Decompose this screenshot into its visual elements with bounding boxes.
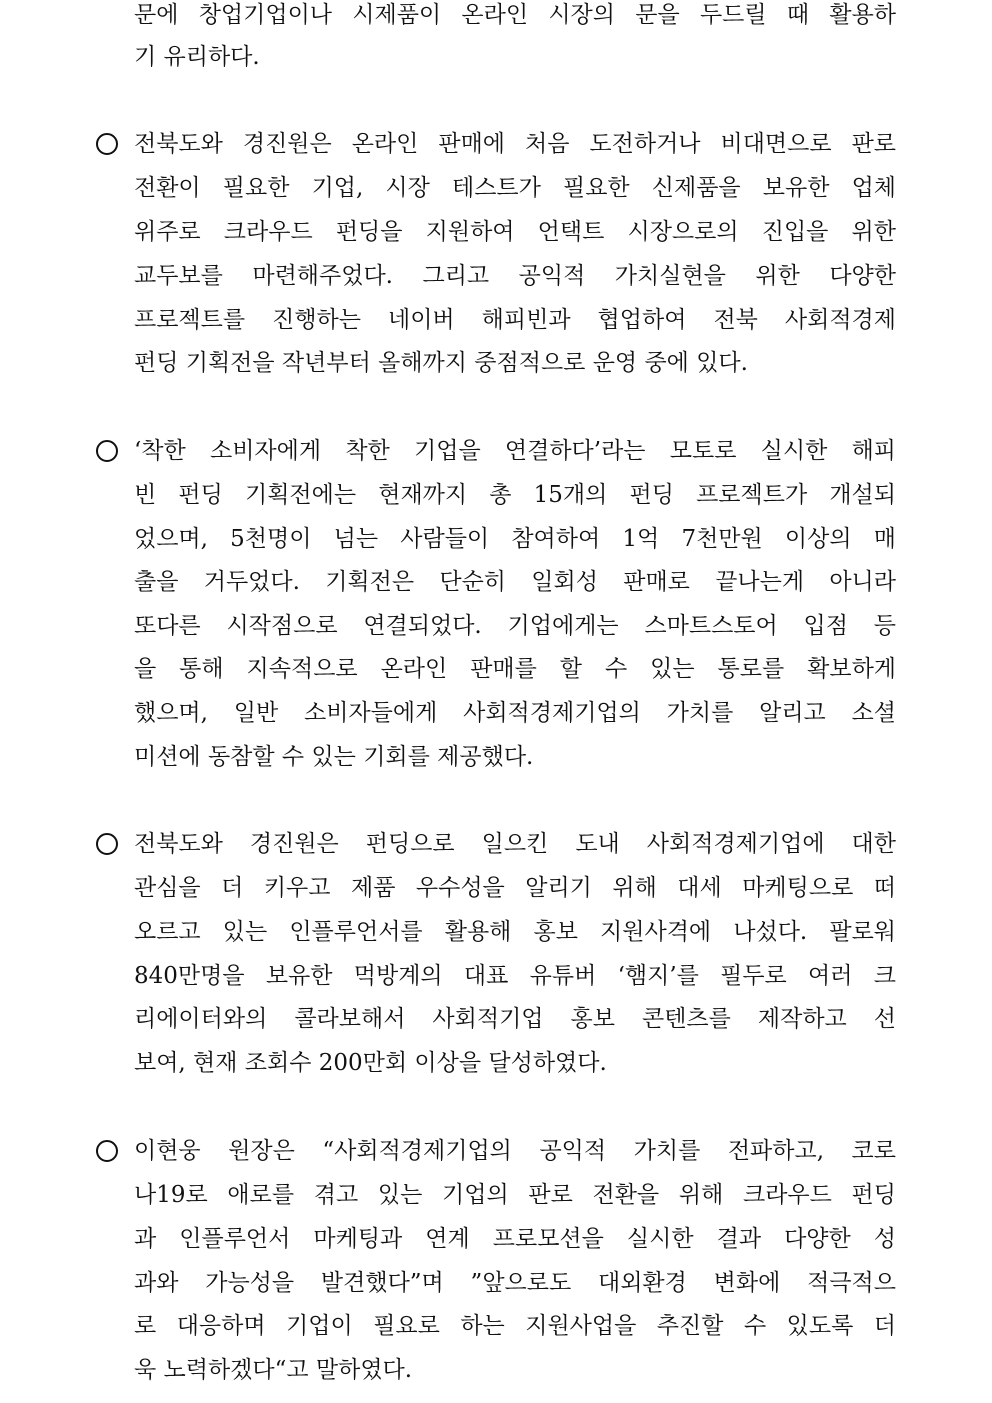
paragraph-2-line-7: 했으며, 일반 소비자들에게 사회적경제기업의 가치를 알리고 소셜: [134, 700, 896, 726]
paragraph-4-line-3: 과 인플루언서 마케팅과 연계 프로모션을 실시한 결과 다양한 성: [134, 1226, 896, 1252]
paragraph-3-line-1: 전북도와 경진원은 펀딩으로 일으킨 도내 사회적경제기업에 대한: [134, 831, 896, 857]
paragraph-4-line-4: 과와 가능성을 발견했다”며 ”앞으로도 대외환경 변화에 적극적으: [134, 1270, 896, 1296]
circle-bullet-icon: [96, 440, 118, 462]
paragraph-3-line-5: 리에이터와의 콜라보해서 사회적기업 홍보 콘텐츠를 제작하고 선: [134, 1006, 896, 1032]
paragraph-2-line-5: 또다른 시작점으로 연결되었다. 기업에게는 스마트스토어 입점 등: [134, 613, 896, 639]
paragraph-3-line-6: 보여, 현재 조회수 200만회 이상을 달성하였다.: [134, 1050, 607, 1076]
paragraph-1-line-5: 프로젝트를 진행하는 네이버 해피빈과 협업하여 전북 사회적경제: [134, 307, 896, 333]
paragraph-3-line-2: 관심을 더 키우고 제품 우수성을 알리기 위해 대세 마케팅으로 떠: [134, 875, 896, 901]
intro-line-1: 문에 창업기업이나 시제품이 온라인 시장의 문을 두드릴 때 활용하: [134, 2, 896, 28]
paragraph-2-line-4: 출을 거두었다. 기획전은 단순히 일회성 판매로 끝나는게 아니라: [134, 569, 896, 595]
circle-bullet-icon: [96, 833, 118, 855]
intro-line-2: 기 유리하다.: [134, 44, 260, 70]
paragraph-2-line-8: 미션에 동참할 수 있는 기회를 제공했다.: [134, 744, 534, 770]
paragraph-4-line-1: 이현웅 원장은 “사회적경제기업의 공익적 가치를 전파하고, 코로: [134, 1138, 896, 1164]
paragraph-2-line-3: 었으며, 5천명이 넘는 사람들이 참여하여 1억 7천만원 이상의 매: [134, 526, 896, 552]
paragraph-4-line-6: 욱 노력하겠다“고 말하였다.: [134, 1357, 413, 1383]
paragraph-1-line-1: 전북도와 경진원은 온라인 판매에 처음 도전하거나 비대면으로 판로: [134, 131, 896, 157]
paragraph-3-line-4: 840만명을 보유한 먹방계의 대표 유튜버 ‘햄지’를 필두로 여러 크: [134, 963, 896, 989]
paragraph-2-line-6: 을 통해 지속적으로 온라인 판매를 할 수 있는 통로를 확보하게: [134, 656, 896, 682]
paragraph-2-line-2: 빈 펀딩 기획전에는 현재까지 총 15개의 펀딩 프로젝트가 개설되: [134, 482, 896, 508]
paragraph-1-line-2: 전환이 필요한 기업, 시장 테스트가 필요한 신제품을 보유한 업체: [134, 175, 896, 201]
circle-bullet-icon: [96, 1140, 118, 1162]
paragraph-3-line-3: 오르고 있는 인플루언서를 활용해 홍보 지원사격에 나섰다. 팔로워: [134, 919, 896, 945]
paragraph-4-line-2: 나19로 애로를 겪고 있는 기업의 판로 전환을 위해 크라우드 펀딩: [134, 1182, 896, 1208]
circle-bullet-icon: [96, 133, 118, 155]
paragraph-2-line-1: ‘착한 소비자에게 착한 기업을 연결하다’라는 모토로 실시한 해피: [134, 438, 896, 464]
paragraph-1-line-4: 교두보를 마련해주었다. 그리고 공익적 가치실현을 위한 다양한: [134, 263, 896, 289]
paragraph-4-line-5: 로 대응하며 기업이 필요로 하는 지원사업을 추진할 수 있도록 더: [134, 1313, 896, 1339]
paragraph-1-line-3: 위주로 크라우드 펀딩을 지원하여 언택트 시장으로의 진입을 위한: [134, 219, 896, 245]
paragraph-1-line-6: 펀딩 기획전을 작년부터 올해까지 중점적으로 운영 중에 있다.: [134, 350, 748, 376]
